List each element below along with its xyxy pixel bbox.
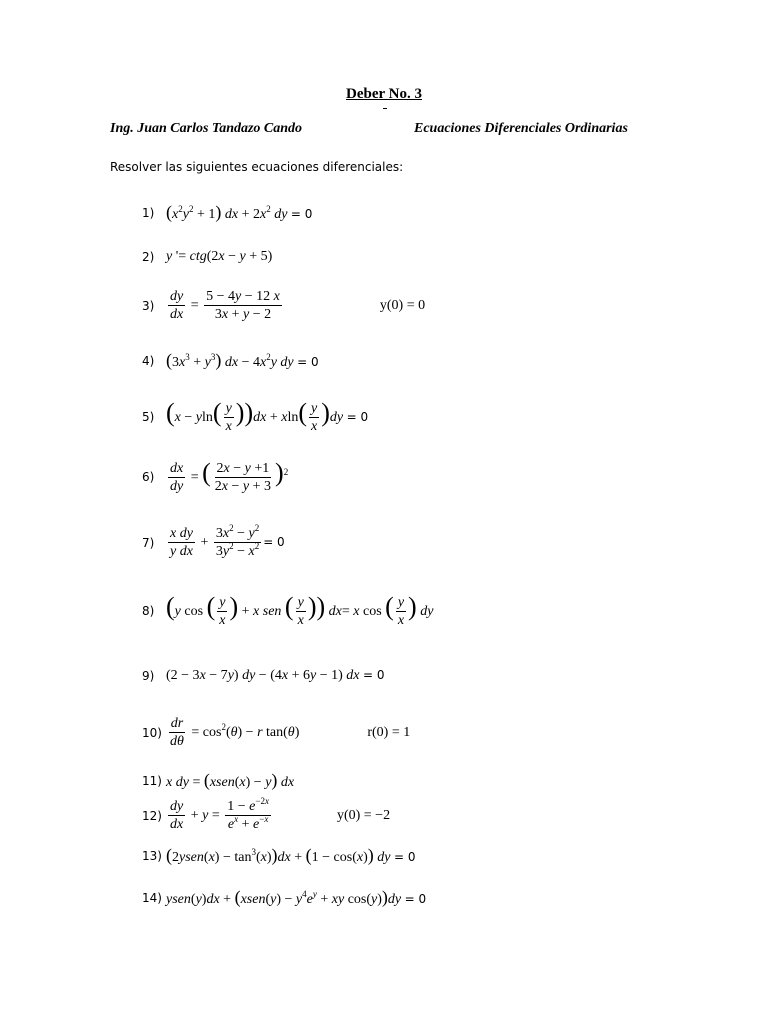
problem-number: 4) — [142, 353, 155, 368]
problem-number: 8) — [142, 604, 155, 619]
problem-number: 1) — [142, 205, 155, 220]
equation: $(3x^3 + y^3)$ dx − $4x^2y$ dy = 0 — [166, 350, 319, 370]
equation: $\frac{dy}{dx}$ = $\frac{5 - 4y - 12 x}{3x + y - 2}$ — [170, 289, 280, 323]
equation: $\frac{\text{x dy}}{\text{y dx}}$ + $\frac{3x^2 - y^2}{3y^2 - x^2}$ = 0 — [170, 523, 285, 560]
problem-10 — [142, 716, 410, 750]
equation: (x − yln( $\frac{y}{x}$ ))dx + xln( $\frac{y}{x}$ )dy = 0 — [166, 398, 369, 435]
divider — [383, 108, 387, 109]
problem-4 — [142, 350, 319, 371]
equation: $\frac{dx}{dy}$ = ( $\frac{2x - y +1}{2x - y + 3}$ )$^2$ — [170, 458, 289, 495]
problem-14 — [142, 887, 426, 908]
equation: ysen(y)dx + (xsen(y) − $y^4e^y$ + xy cos(y))dy = 0 — [166, 887, 427, 907]
initial-condition: y(0) = −2 — [336, 807, 391, 823]
initial-condition: r(0) = 1 — [367, 724, 411, 740]
equation: x dy = (xsen(x) − y) dx — [166, 770, 295, 790]
problem-number: 3) — [142, 298, 155, 313]
problem-11 — [142, 770, 294, 791]
problem-9 — [142, 668, 385, 684]
problem-number: 7) — [142, 535, 155, 550]
problem-number: 13) — [142, 848, 162, 863]
problem-number: 2) — [142, 250, 155, 264]
problem-number: 14) — [142, 890, 162, 905]
problem-number: 12) — [142, 808, 162, 823]
equation: $(x^2y^2 + 1)$ dx + $2x^2$ dy = 0 — [166, 202, 313, 222]
equation: $\frac{dy}{dx}$ + y = $\frac{1 - e^{-2x}}{e^x + e^{-x}}$ — [170, 796, 269, 833]
problem-7 — [142, 523, 285, 560]
problem-number: 10) — [142, 725, 162, 740]
problem-6 — [142, 460, 288, 495]
problem-12 — [142, 796, 391, 833]
problem-2 — [142, 249, 272, 265]
equation: (y cos ( $\frac{y}{x}$ ) + x sen ( $\frac{y}{x}$ )) dx= x cos ( $\frac{y}{x}$ ) dy — [166, 592, 434, 629]
problem-number: 5) — [142, 410, 155, 425]
problem-8 — [142, 594, 433, 629]
equation: (2ysen(x) − $\tan^3(x))dx + (1 - \cos(x))$ dy = 0 — [166, 845, 416, 865]
initial-condition: y(0) = 0 — [379, 297, 426, 313]
problem-number: 6) — [142, 470, 155, 485]
document-title: Deber No. 3 — [346, 86, 422, 102]
problem-number: 11) — [142, 773, 162, 788]
equation: y '= ctg(2x − y + 5) — [166, 249, 273, 264]
equation: $\frac{dr}{d\theta}$ = $\cos^2(\theta) - r$ tan(θ) — [170, 716, 300, 750]
problem-5 — [142, 400, 368, 435]
equation: (2 − 3x − 7y) dy − (4x + 6y − 1) dx = 0 — [166, 668, 385, 683]
problem-number: 9) — [142, 669, 155, 683]
author-name: Ing. Juan Carlos Tandazo Cando — [110, 121, 303, 136]
problem-3 — [142, 289, 425, 323]
course-name: Ecuaciones Diferenciales Ordinarias — [414, 121, 628, 136]
problem-1 — [142, 202, 312, 223]
instructions: Resolver las siguientes ecuaciones diferenciales: — [110, 160, 404, 174]
problem-13 — [142, 845, 416, 866]
